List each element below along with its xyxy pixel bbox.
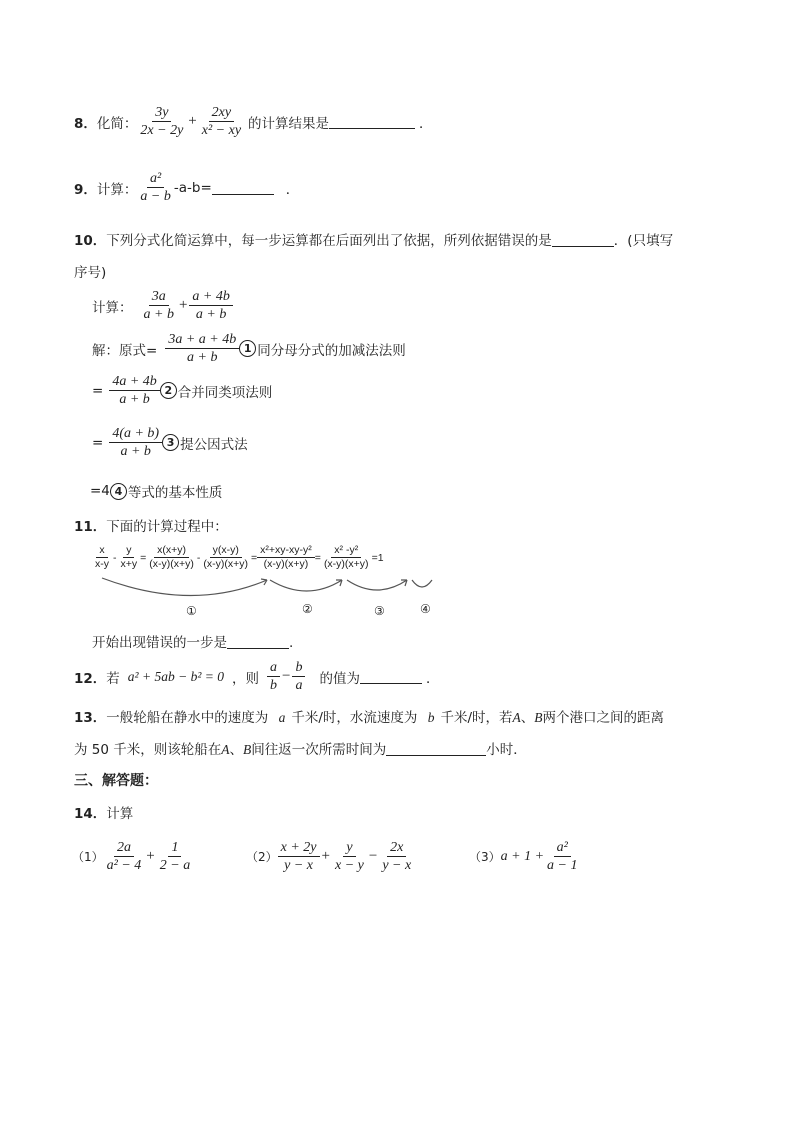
numerator: a + 4b <box>189 288 232 306</box>
fraction <box>332 839 367 874</box>
question-mid: ，则 <box>231 670 259 687</box>
question-11 <box>74 515 228 535</box>
equals-sign: = <box>314 551 321 564</box>
separator: 、 <box>229 742 244 758</box>
question-lead: 计算： <box>96 181 138 198</box>
numerator: b <box>292 659 305 677</box>
section-title: 三、解答题： <box>74 773 158 789</box>
arrow-step-4 <box>412 580 432 587</box>
question-text: 千米/时，若 <box>440 710 513 726</box>
step-arrows <box>92 572 442 622</box>
denominator: y − x <box>284 858 314 873</box>
variable: A <box>512 710 521 725</box>
question-text: 下列分式化简运算中，每一步运算都在后面列出了依据，所列依据错误的是 <box>106 233 552 249</box>
question-text: 为 50 千米，则该轮船在 <box>74 742 222 758</box>
fraction <box>199 104 244 139</box>
question-number: 11． <box>74 519 107 535</box>
question-number: 9． <box>74 181 97 198</box>
numerator: x²+xy-xy-y² <box>257 544 315 558</box>
minus-operator: − <box>368 848 378 864</box>
question-text: 计算 <box>106 806 134 822</box>
question-tail: 的值为 <box>319 670 360 687</box>
calc-label: 计算： <box>92 299 133 316</box>
numerator: 4a + 4b <box>109 373 159 391</box>
numerator: y(x-y) <box>210 544 242 558</box>
minus-operator: - <box>113 551 117 564</box>
arrow-step-1 <box>102 578 267 596</box>
denominator: a − b <box>140 189 171 204</box>
variable: B <box>243 742 252 757</box>
numerator: 3y <box>152 104 171 122</box>
denominator: a + b <box>195 307 227 322</box>
numerator: a² <box>147 170 164 188</box>
question-11-answer <box>92 631 293 651</box>
fraction <box>278 839 320 874</box>
plus-operator: + <box>178 297 188 313</box>
denominator: 2x − 2y <box>140 123 184 138</box>
numerator: y <box>343 839 355 857</box>
question-tail: -a-b= <box>173 179 212 196</box>
question-9 <box>74 170 299 205</box>
question-13-line2 <box>74 738 527 758</box>
fraction <box>92 544 112 571</box>
step-reason: 提公因式法 <box>180 436 248 453</box>
numerator: 3a + a + 4b <box>165 331 239 349</box>
denominator: a + b <box>143 307 174 322</box>
circled-number: 2 <box>160 382 177 399</box>
answer-lead: 开始出现错误的一步是 <box>92 635 227 651</box>
equation: a² + 5ab − b² = 0 <box>127 668 224 684</box>
plus-operator: + <box>146 848 155 864</box>
fraction <box>118 544 141 571</box>
numerator: y <box>123 544 134 558</box>
period: ． <box>425 670 440 687</box>
fraction <box>200 544 251 571</box>
numerator: 3a <box>149 288 169 306</box>
denominator: 2 − a <box>159 858 191 873</box>
step-1 <box>92 331 406 366</box>
fraction <box>257 544 315 571</box>
fraction <box>141 288 177 323</box>
question-10-line1 <box>74 229 673 249</box>
plus-operator: + <box>321 848 330 864</box>
arrow-step-3 <box>347 580 407 590</box>
answer-blank[interactable] <box>329 114 415 129</box>
step-4 <box>90 481 222 501</box>
numerator: x <box>96 544 107 558</box>
calc-process-expression <box>92 544 442 571</box>
question-text: 小时． <box>486 742 527 758</box>
fraction <box>379 839 414 874</box>
fraction <box>189 288 232 323</box>
question-lead: 若 <box>106 670 120 687</box>
step-label: ② <box>302 602 313 616</box>
fraction <box>267 659 280 694</box>
question-10-line2: 序号) <box>74 265 107 281</box>
question-text: 一般轮船在静水中的速度为 <box>106 710 269 726</box>
question-13-line1 <box>74 706 664 726</box>
question-text: 两个港口之间的距离 <box>542 710 665 726</box>
step-lead: =4 <box>90 483 110 499</box>
fraction <box>321 544 372 571</box>
step-lead: 解：原式= <box>92 342 158 359</box>
fraction <box>157 839 193 874</box>
numerator: 2a <box>114 839 134 857</box>
step-label: ① <box>186 604 197 618</box>
part-label: （1） <box>72 850 104 864</box>
numerator: 4(a + b) <box>109 425 162 443</box>
answer-blank[interactable] <box>386 741 486 756</box>
question-lead: 化简： <box>96 115 138 132</box>
denominator: a − 1 <box>547 858 578 873</box>
numerator: a² <box>554 839 571 857</box>
circled-number: 1 <box>239 340 256 357</box>
question-14 <box>74 802 133 822</box>
calc-expression <box>92 288 233 323</box>
step-reason: 等式的基本性质 <box>127 485 223 501</box>
question-text: 间往返一次所需时间为 <box>251 742 387 758</box>
denominator: (x-y)(x+y) <box>149 558 194 570</box>
denominator: a + b <box>187 350 218 365</box>
fraction <box>165 331 239 366</box>
denominator: x − y <box>334 858 364 873</box>
numerator: x² -y² <box>331 544 361 558</box>
fraction <box>544 839 580 874</box>
step-3 <box>92 425 248 460</box>
equals-sign: = <box>140 551 147 564</box>
question-8 <box>74 104 433 139</box>
variable: A <box>221 742 230 757</box>
numerator: 2x <box>387 839 406 857</box>
answer-blank[interactable] <box>212 180 274 195</box>
question-number: 13． <box>74 710 107 726</box>
fraction <box>104 839 145 874</box>
denominator: a <box>295 678 303 693</box>
denominator: b <box>269 678 277 693</box>
denominator: (x-y)(x+y) <box>323 558 369 570</box>
denominator: a + b <box>119 392 150 407</box>
question-number: 8． <box>74 115 97 132</box>
denominator: a + b <box>120 444 151 459</box>
denominator: x+y <box>120 558 138 570</box>
minus-operator: − <box>281 668 291 684</box>
question-tail: 的计算结果是 <box>248 115 330 132</box>
equals-sign: = <box>251 551 258 564</box>
expression: a + 1 + <box>500 848 545 864</box>
numerator: a <box>267 659 280 677</box>
step-2 <box>92 373 272 408</box>
period: . <box>289 635 294 651</box>
step-lead: = <box>92 382 104 399</box>
fraction <box>109 425 162 460</box>
question-number: 10． <box>74 233 107 249</box>
question-text: 千米/时，水流速度为 <box>291 710 418 726</box>
variable: B <box>534 710 543 725</box>
part-2 <box>246 839 414 874</box>
circled-number: 4 <box>110 483 127 500</box>
question-12 <box>74 659 439 694</box>
arrow-step-2 <box>270 580 342 591</box>
step-label: ③ <box>374 604 385 618</box>
answer-blank[interactable] <box>360 669 422 684</box>
question-number: 12． <box>74 670 107 687</box>
answer-blank[interactable] <box>227 634 289 649</box>
step-reason: 同分母分式的加减法法则 <box>257 342 406 359</box>
numerator: x(x+y) <box>154 544 189 558</box>
period: ． <box>419 115 433 132</box>
fraction <box>292 659 305 694</box>
fraction <box>146 544 197 571</box>
numerator: x + 2y <box>278 839 320 857</box>
result: =1 <box>371 551 384 564</box>
question-text-end: ．(只填写 <box>613 233 674 249</box>
variable: b <box>427 710 435 725</box>
separator: 、 <box>520 710 535 726</box>
denominator: (x-y)(x+y) <box>203 558 249 570</box>
calc-process-image <box>92 544 442 622</box>
denominator: x-y <box>95 558 109 570</box>
question-number: 14． <box>74 806 107 822</box>
fraction <box>137 104 186 139</box>
period: ． <box>285 181 300 198</box>
circled-number: 3 <box>162 434 179 451</box>
denominator: x² − xy <box>201 123 242 138</box>
numerator: 2xy <box>209 104 234 122</box>
minus-operator: - <box>196 551 201 564</box>
step-label: ④ <box>420 602 431 616</box>
part-3 <box>469 839 581 874</box>
part-label: （3） <box>469 850 501 864</box>
denominator: y − x <box>382 858 412 873</box>
part-label: （2） <box>246 850 278 864</box>
fraction <box>137 170 173 205</box>
plus-operator: + <box>188 113 197 129</box>
question-text: 下面的计算过程中： <box>106 519 228 535</box>
numerator: 1 <box>168 839 181 857</box>
step-reason: 合并同类项法则 <box>177 384 273 401</box>
variable: a <box>278 710 286 725</box>
denominator: a² − 4 <box>106 858 142 873</box>
denominator: (x-y)(x+y) <box>263 558 309 570</box>
answer-blank[interactable] <box>552 232 614 247</box>
fraction <box>109 373 159 408</box>
step-lead: = <box>92 434 104 451</box>
part-1 <box>72 839 193 874</box>
